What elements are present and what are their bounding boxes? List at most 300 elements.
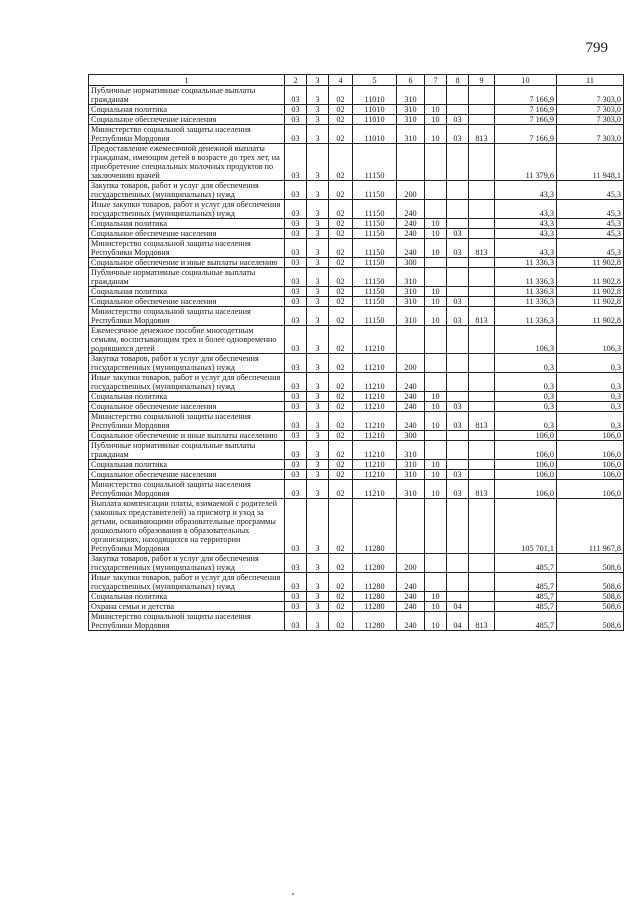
row-value-cell: 3 <box>307 470 329 480</box>
row-value-cell: 0,3 <box>557 402 624 412</box>
table-row <box>89 431 624 441</box>
row-value-cell: 02 <box>329 412 353 431</box>
row-name-cell: Социальное обеспечение населения <box>89 297 285 307</box>
row-value-cell: 3 <box>307 125 329 144</box>
row-value-cell: 106,0 <box>557 441 624 460</box>
row-value-cell: 10 <box>425 115 447 125</box>
row-value-cell: 02 <box>329 326 353 354</box>
column-header: 6 <box>397 75 425 86</box>
row-value-cell: 03 <box>447 480 469 499</box>
row-value-cell: 7 166,9 <box>495 115 557 125</box>
row-value-cell: 11 379,6 <box>495 144 557 181</box>
scan-speck <box>292 893 294 895</box>
row-value-cell: 02 <box>329 592 353 602</box>
row-value-cell: 3 <box>307 229 329 239</box>
row-value-cell: 310 <box>397 287 425 297</box>
row-value-cell <box>425 268 447 287</box>
row-value-cell: 10 <box>425 412 447 431</box>
row-value-cell: 3 <box>307 105 329 115</box>
row-value-cell <box>425 499 447 554</box>
row-value-cell: 3 <box>307 441 329 460</box>
row-value-cell: 11280 <box>353 612 397 631</box>
row-name-cell: Министерство социальной защиты населения Республики Мордовия <box>89 307 285 326</box>
table-row <box>89 460 624 470</box>
row-value-cell: 106,0 <box>557 460 624 470</box>
row-value-cell: 03 <box>285 219 307 229</box>
row-value-cell <box>447 86 469 105</box>
row-value-cell <box>447 219 469 229</box>
column-header: 4 <box>329 75 353 86</box>
table-row <box>89 602 624 612</box>
row-value-cell: 10 <box>425 219 447 229</box>
row-value-cell: 11210 <box>353 412 397 431</box>
row-value-cell <box>425 354 447 373</box>
row-value-cell: 11210 <box>353 373 397 392</box>
row-value-cell: 03 <box>285 125 307 144</box>
row-value-cell: 10 <box>425 460 447 470</box>
row-value-cell: 03 <box>285 470 307 480</box>
row-name-cell: Публичные нормативные социальные выплаты гражданам <box>89 441 285 460</box>
row-value-cell: 03 <box>285 441 307 460</box>
row-value-cell <box>469 326 495 354</box>
row-value-cell: 11 902,8 <box>557 307 624 326</box>
row-value-cell: 508,6 <box>557 592 624 602</box>
row-value-cell: 7 166,9 <box>495 125 557 144</box>
row-value-cell: 11 902,8 <box>557 258 624 268</box>
column-header: 9 <box>469 75 495 86</box>
row-value-cell: 03 <box>285 200 307 219</box>
row-value-cell: 11210 <box>353 480 397 499</box>
row-value-cell: 03 <box>285 554 307 573</box>
row-value-cell: 813 <box>469 412 495 431</box>
row-name-cell: Выплата компенсации платы, взимаемой с родителей (законных представителей) за присмотр и уход за детьми, осваивающими образовательные программы дошкольного образования в образовательных организациях, находящихся на территории Республики Мордовия <box>89 499 285 554</box>
row-value-cell <box>469 86 495 105</box>
row-value-cell: 310 <box>397 470 425 480</box>
row-value-cell: 310 <box>397 297 425 307</box>
row-value-cell: 7 303,0 <box>557 115 624 125</box>
row-value-cell <box>447 287 469 297</box>
row-value-cell: 10 <box>425 392 447 402</box>
row-value-cell: 3 <box>307 392 329 402</box>
table-row <box>89 105 624 115</box>
row-value-cell: 3 <box>307 115 329 125</box>
row-value-cell: 43,3 <box>495 219 557 229</box>
row-value-cell <box>469 105 495 115</box>
row-name-cell: Социальное обеспечение населения <box>89 229 285 239</box>
row-value-cell: 02 <box>329 373 353 392</box>
row-value-cell: 10 <box>425 402 447 412</box>
row-value-cell: 45,3 <box>557 200 624 219</box>
row-value-cell: 106,3 <box>557 326 624 354</box>
row-value-cell: 240 <box>397 392 425 402</box>
row-name-cell: Социальное обеспечение населения <box>89 402 285 412</box>
row-value-cell <box>469 229 495 239</box>
row-name-cell: Ежемесячное денежное пособие многодетным семьям, воспитывающим трех и более одновременно родившихся детей <box>89 326 285 354</box>
table-row <box>89 402 624 412</box>
row-value-cell: 240 <box>397 229 425 239</box>
row-value-cell: 7 166,9 <box>495 105 557 115</box>
row-value-cell: 0,3 <box>557 373 624 392</box>
row-value-cell: 0,3 <box>495 392 557 402</box>
row-name-cell: Публичные нормативные социальные выплаты гражданам <box>89 86 285 105</box>
row-value-cell: 310 <box>397 105 425 115</box>
row-value-cell: 240 <box>397 592 425 602</box>
row-value-cell: 03 <box>285 229 307 239</box>
row-value-cell: 02 <box>329 307 353 326</box>
row-value-cell: 485,7 <box>495 612 557 631</box>
row-value-cell: 3 <box>307 258 329 268</box>
row-value-cell: 03 <box>285 612 307 631</box>
table-row <box>89 612 624 631</box>
row-value-cell: 485,7 <box>495 602 557 612</box>
row-value-cell <box>469 431 495 441</box>
row-value-cell: 11210 <box>353 441 397 460</box>
row-value-cell: 03 <box>285 460 307 470</box>
row-value-cell: 200 <box>397 181 425 200</box>
row-value-cell: 03 <box>285 86 307 105</box>
table-row <box>89 470 624 480</box>
row-value-cell: 111 967,8 <box>557 499 624 554</box>
row-value-cell <box>469 200 495 219</box>
row-value-cell: 02 <box>329 105 353 115</box>
row-value-cell: 3 <box>307 402 329 412</box>
row-value-cell: 11210 <box>353 402 397 412</box>
row-name-cell: Иные закупки товаров, работ и услуг для обеспечения государственных (муниципальных) нужд <box>89 573 285 592</box>
row-value-cell: 03 <box>285 412 307 431</box>
row-value-cell <box>447 499 469 554</box>
row-value-cell: 03 <box>447 470 469 480</box>
row-value-cell: 105 701,1 <box>495 499 557 554</box>
row-value-cell <box>447 573 469 592</box>
row-value-cell <box>469 499 495 554</box>
row-value-cell <box>447 554 469 573</box>
row-value-cell <box>425 86 447 105</box>
row-name-cell: Закупка товаров, работ и услуг для обеспечения государственных (муниципальных) нужд <box>89 354 285 373</box>
row-value-cell: 03 <box>285 181 307 200</box>
row-value-cell: 508,6 <box>557 554 624 573</box>
row-value-cell: 10 <box>425 229 447 239</box>
row-value-cell: 3 <box>307 573 329 592</box>
row-value-cell: 7 303,0 <box>557 86 624 105</box>
table-row <box>89 239 624 258</box>
row-value-cell <box>425 431 447 441</box>
row-value-cell: 300 <box>397 431 425 441</box>
row-value-cell: 02 <box>329 402 353 412</box>
row-value-cell: 0,3 <box>557 392 624 402</box>
row-value-cell: 300 <box>397 258 425 268</box>
row-value-cell: 43,3 <box>495 229 557 239</box>
row-value-cell: 11210 <box>353 460 397 470</box>
row-value-cell <box>447 144 469 181</box>
row-value-cell: 43,3 <box>495 181 557 200</box>
row-value-cell: 11 336,3 <box>495 287 557 297</box>
row-value-cell: 03 <box>285 573 307 592</box>
row-value-cell: 240 <box>397 402 425 412</box>
row-value-cell <box>469 460 495 470</box>
row-value-cell: 11 902,8 <box>557 287 624 297</box>
row-value-cell: 240 <box>397 602 425 612</box>
row-value-cell: 310 <box>397 441 425 460</box>
row-value-cell: 10 <box>425 480 447 499</box>
row-value-cell <box>469 268 495 287</box>
row-value-cell: 02 <box>329 115 353 125</box>
row-value-cell <box>447 354 469 373</box>
column-header: 7 <box>425 75 447 86</box>
row-value-cell: 10 <box>425 125 447 144</box>
row-value-cell <box>447 460 469 470</box>
row-value-cell: 03 <box>285 592 307 602</box>
row-value-cell: 106,0 <box>557 470 624 480</box>
table-row <box>89 573 624 592</box>
row-value-cell: 03 <box>447 412 469 431</box>
row-value-cell: 240 <box>397 219 425 229</box>
row-value-cell: 3 <box>307 287 329 297</box>
row-value-cell: 10 <box>425 612 447 631</box>
row-value-cell <box>447 431 469 441</box>
row-value-cell: 11210 <box>353 354 397 373</box>
row-name-cell: Министерство социальной защиты населения Республики Мордовия <box>89 239 285 258</box>
row-value-cell: 10 <box>425 239 447 258</box>
row-value-cell: 03 <box>285 373 307 392</box>
row-value-cell <box>425 554 447 573</box>
row-value-cell: 45,3 <box>557 181 624 200</box>
row-value-cell: 03 <box>447 307 469 326</box>
row-value-cell: 02 <box>329 499 353 554</box>
row-value-cell: 11 336,3 <box>495 268 557 287</box>
row-value-cell: 11150 <box>353 297 397 307</box>
table-row <box>89 354 624 373</box>
row-value-cell: 02 <box>329 470 353 480</box>
row-value-cell: 3 <box>307 326 329 354</box>
row-value-cell: 03 <box>285 354 307 373</box>
row-value-cell: 45,3 <box>557 239 624 258</box>
table-row <box>89 307 624 326</box>
row-value-cell: 11150 <box>353 287 397 297</box>
row-value-cell: 03 <box>447 115 469 125</box>
column-header: 2 <box>285 75 307 86</box>
row-value-cell: 310 <box>397 115 425 125</box>
row-value-cell <box>469 441 495 460</box>
table-row <box>89 125 624 144</box>
row-value-cell: 02 <box>329 441 353 460</box>
row-name-cell: Социальная политика <box>89 392 285 402</box>
row-value-cell: 03 <box>447 239 469 258</box>
row-value-cell: 02 <box>329 480 353 499</box>
row-value-cell <box>447 268 469 287</box>
row-value-cell <box>397 326 425 354</box>
row-value-cell: 240 <box>397 239 425 258</box>
table-row <box>89 287 624 297</box>
row-value-cell <box>469 573 495 592</box>
table-row <box>89 392 624 402</box>
row-value-cell: 240 <box>397 573 425 592</box>
row-value-cell: 02 <box>329 86 353 105</box>
row-value-cell: 03 <box>285 239 307 258</box>
row-value-cell: 03 <box>285 602 307 612</box>
row-value-cell: 200 <box>397 554 425 573</box>
column-header: 3 <box>307 75 329 86</box>
row-value-cell: 10 <box>425 287 447 297</box>
row-value-cell: 11 336,3 <box>495 297 557 307</box>
table-row <box>89 499 624 554</box>
row-value-cell: 3 <box>307 181 329 200</box>
row-value-cell <box>425 181 447 200</box>
row-value-cell <box>447 592 469 602</box>
column-header: 5 <box>353 75 397 86</box>
table-row <box>89 480 624 499</box>
row-value-cell: 03 <box>285 402 307 412</box>
row-value-cell: 43,3 <box>495 239 557 258</box>
row-value-cell: 10 <box>425 297 447 307</box>
row-value-cell: 3 <box>307 268 329 287</box>
row-value-cell: 106,0 <box>495 470 557 480</box>
row-value-cell: 3 <box>307 499 329 554</box>
row-value-cell: 310 <box>397 86 425 105</box>
row-value-cell: 02 <box>329 573 353 592</box>
row-value-cell: 11150 <box>353 219 397 229</box>
row-value-cell: 7 166,9 <box>495 86 557 105</box>
row-value-cell: 813 <box>469 307 495 326</box>
row-value-cell <box>447 181 469 200</box>
column-header: 1 <box>89 75 285 86</box>
row-name-cell: Социальное обеспечение населения <box>89 470 285 480</box>
row-name-cell: Иные закупки товаров, работ и услуг для обеспечения государственных (муниципальных) нужд <box>89 373 285 392</box>
row-value-cell: 11150 <box>353 181 397 200</box>
row-value-cell <box>469 144 495 181</box>
row-value-cell: 11280 <box>353 573 397 592</box>
row-value-cell: 10 <box>425 602 447 612</box>
row-value-cell: 02 <box>329 200 353 219</box>
row-value-cell: 508,6 <box>557 612 624 631</box>
row-name-cell: Социальная политика <box>89 105 285 115</box>
row-value-cell <box>447 258 469 268</box>
row-value-cell: 03 <box>447 125 469 144</box>
row-value-cell: 03 <box>285 480 307 499</box>
row-value-cell: 03 <box>285 287 307 297</box>
row-value-cell: 3 <box>307 354 329 373</box>
row-value-cell: 11 902,8 <box>557 268 624 287</box>
row-name-cell: Иные закупки товаров, работ и услуг для обеспечения государственных (муниципальных) нужд <box>89 200 285 219</box>
row-value-cell: 02 <box>329 287 353 297</box>
row-value-cell: 04 <box>447 612 469 631</box>
row-value-cell: 02 <box>329 460 353 470</box>
row-name-cell: Социальная политика <box>89 592 285 602</box>
row-value-cell: 3 <box>307 200 329 219</box>
row-value-cell: 3 <box>307 480 329 499</box>
row-value-cell: 3 <box>307 431 329 441</box>
row-value-cell: 04 <box>447 602 469 612</box>
row-value-cell: 3 <box>307 373 329 392</box>
row-value-cell: 0,3 <box>495 373 557 392</box>
row-value-cell: 02 <box>329 219 353 229</box>
row-value-cell: 240 <box>397 612 425 631</box>
row-value-cell <box>447 326 469 354</box>
row-name-cell: Социальное обеспечение и иные выплаты населению <box>89 431 285 441</box>
row-value-cell: 02 <box>329 144 353 181</box>
row-value-cell: 02 <box>329 125 353 144</box>
row-value-cell: 02 <box>329 354 353 373</box>
row-value-cell: 485,7 <box>495 573 557 592</box>
row-value-cell: 3 <box>307 602 329 612</box>
row-value-cell <box>469 470 495 480</box>
row-value-cell: 0,3 <box>557 354 624 373</box>
row-value-cell: 10 <box>425 592 447 602</box>
column-header: 8 <box>447 75 469 86</box>
row-value-cell <box>469 297 495 307</box>
column-header: 10 <box>495 75 557 86</box>
row-value-cell <box>469 219 495 229</box>
row-value-cell <box>447 200 469 219</box>
row-value-cell: 11210 <box>353 326 397 354</box>
row-value-cell: 10 <box>425 105 447 115</box>
row-value-cell: 11 336,3 <box>495 307 557 326</box>
table-row <box>89 297 624 307</box>
row-value-cell: 11 902,8 <box>557 297 624 307</box>
row-value-cell <box>469 181 495 200</box>
table-row <box>89 181 624 200</box>
row-value-cell: 45,3 <box>557 229 624 239</box>
row-value-cell <box>469 602 495 612</box>
table-row <box>89 219 624 229</box>
row-name-cell: Министерство социальной защиты населения Республики Мордовия <box>89 125 285 144</box>
row-value-cell: 106,0 <box>495 431 557 441</box>
row-value-cell <box>469 373 495 392</box>
row-value-cell: 11 948,1 <box>557 144 624 181</box>
row-name-cell: Социальная политика <box>89 287 285 297</box>
row-value-cell: 3 <box>307 412 329 431</box>
row-value-cell: 0,3 <box>495 354 557 373</box>
row-value-cell: 02 <box>329 239 353 258</box>
row-value-cell: 02 <box>329 268 353 287</box>
row-value-cell: 3 <box>307 239 329 258</box>
row-value-cell: 02 <box>329 297 353 307</box>
table-row <box>89 412 624 431</box>
row-value-cell: 813 <box>469 480 495 499</box>
row-value-cell: 106,0 <box>557 431 624 441</box>
row-value-cell: 3 <box>307 144 329 181</box>
row-value-cell: 3 <box>307 307 329 326</box>
table-row <box>89 229 624 239</box>
row-value-cell <box>469 115 495 125</box>
row-value-cell: 03 <box>285 268 307 287</box>
row-value-cell: 02 <box>329 229 353 239</box>
row-value-cell: 03 <box>285 392 307 402</box>
row-value-cell: 240 <box>397 200 425 219</box>
row-value-cell <box>469 392 495 402</box>
row-value-cell: 7 303,0 <box>557 125 624 144</box>
row-value-cell: 03 <box>285 499 307 554</box>
row-value-cell: 11 336,3 <box>495 258 557 268</box>
page-number: 799 <box>585 40 608 56</box>
row-value-cell: 0,3 <box>495 402 557 412</box>
row-value-cell: 11150 <box>353 229 397 239</box>
row-value-cell: 11150 <box>353 307 397 326</box>
row-value-cell: 03 <box>285 307 307 326</box>
row-value-cell <box>425 441 447 460</box>
row-name-cell: Социальное обеспечение населения <box>89 115 285 125</box>
row-value-cell: 03 <box>285 115 307 125</box>
row-value-cell: 310 <box>397 125 425 144</box>
row-value-cell: 45,3 <box>557 219 624 229</box>
row-value-cell <box>469 258 495 268</box>
row-value-cell: 485,7 <box>495 554 557 573</box>
row-value-cell: 3 <box>307 219 329 229</box>
row-value-cell: 10 <box>425 307 447 326</box>
row-value-cell: 813 <box>469 612 495 631</box>
row-value-cell: 7 303,0 <box>557 105 624 115</box>
row-value-cell: 03 <box>447 402 469 412</box>
row-value-cell: 02 <box>329 554 353 573</box>
